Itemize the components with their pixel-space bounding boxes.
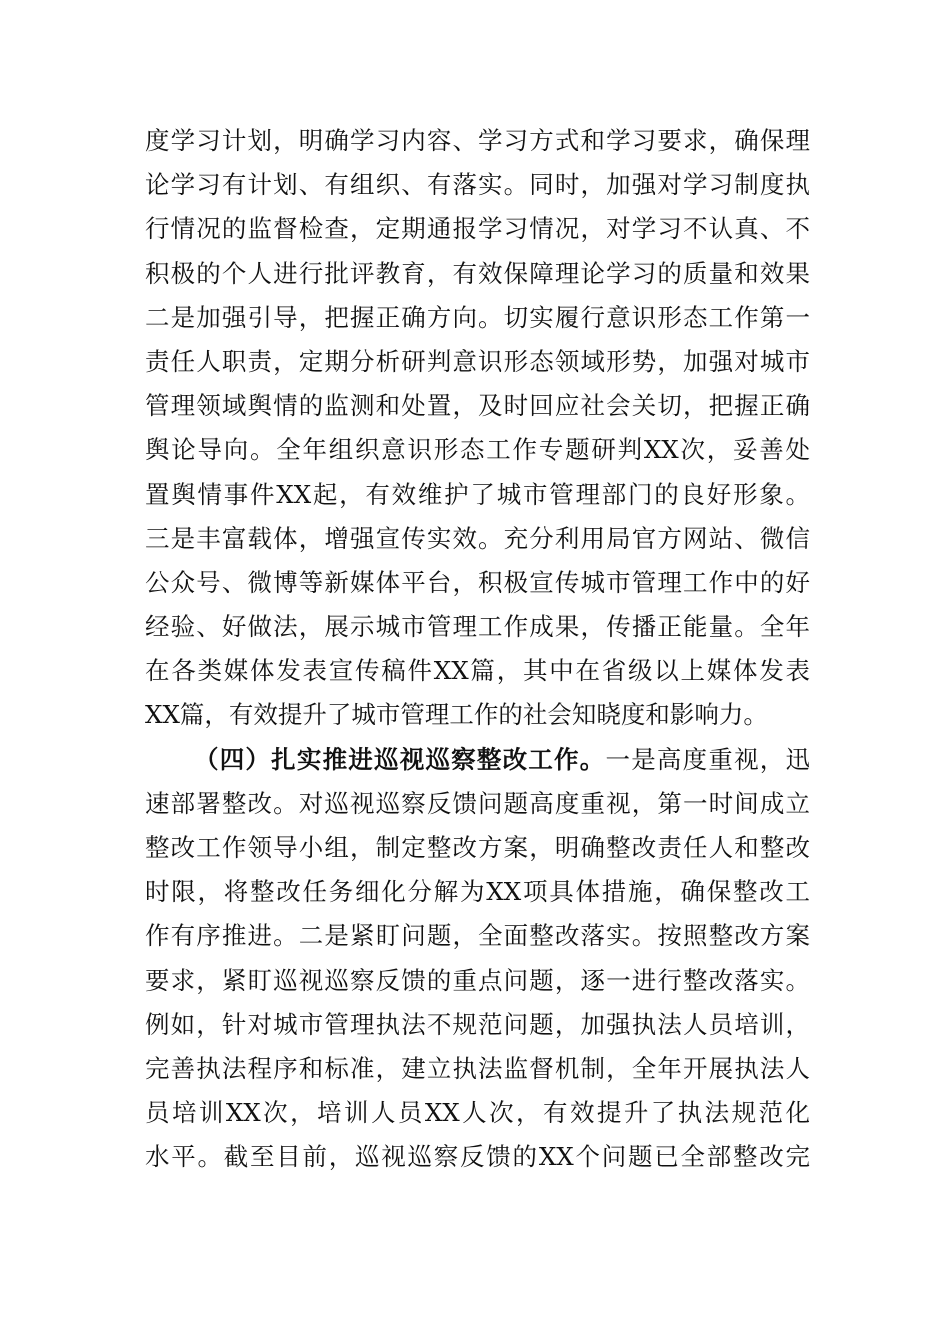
text-line: XX篇，有效提升了城市管理工作的社会知晓度和影响力。: [145, 700, 768, 730]
text-line: 整改工作领导小组，制定整改方案，明确整改责任人和整改: [145, 833, 810, 862]
text-line: 完善执法程序和标准，建立执法监督机制，全年开展执法人: [145, 1053, 810, 1083]
section-heading: （四）扎实推进巡视巡察整改工作。: [194, 744, 606, 774]
text-line: 积极的个人进行批评教育，有效保障理论学习的质量和效果: [145, 258, 810, 288]
text-line: 经验、好做法，展示城市管理工作成果，传播正能量。全年: [145, 612, 810, 642]
text-line: 二是加强引导，把握正确方向。切实履行意识形态工作第一: [145, 302, 810, 332]
text-line: 作有序推进。二是紧盯问题，全面整改落实。按照整改方案: [145, 921, 810, 951]
text-line: 行情况的监督检查，定期通报学习情况，对学习不认真、不: [145, 214, 810, 244]
text-line: 度学习计划，明确学习内容、学习方式和学习要求，确保理: [145, 126, 810, 155]
body-text: [145, 119, 810, 1180]
text-line: 水平。截至目前，巡视巡察反馈的XX个问题已全部整改完: [145, 1142, 810, 1172]
text-line: 责任人职责，定期分析研判意识形态领域形势，加强对城市: [145, 346, 810, 376]
text-line: 置舆情事件XX起，有效维护了城市管理部门的良好形象。: [145, 479, 810, 509]
text-line: 时限，将整改任务细化分解为XX项具体措施，确保整改工: [145, 877, 810, 907]
text-line: 要求，紧盯巡视巡察反馈的重点问题，逐一进行整改落实。: [145, 965, 810, 995]
text-line: 在各类媒体发表宣传稿件XX篇，其中在省级以上媒体发表: [145, 656, 810, 686]
text-line: 论学习有计划、有组织、有落实。同时，加强对学习制度执: [145, 170, 810, 200]
text-line: 三是丰富载体，增强宣传实效。充分利用局官方网站、微信: [145, 523, 810, 553]
text-line: 公众号、微博等新媒体平台，积极宣传城市管理工作中的好: [145, 567, 810, 597]
text-line: 速部署整改。对巡视巡察反馈问题高度重视，第一时间成立: [145, 788, 810, 818]
text-line: 管理领域舆情的监测和处置，及时回应社会关切，把握正确: [145, 391, 810, 421]
section-heading-line: [145, 738, 810, 782]
text-line: 例如，针对城市管理执法不规范问题，加强执法人员培训，: [145, 1009, 810, 1039]
section-heading-continuation: 一是高度重视，迅: [605, 744, 810, 774]
text-line: 员培训XX次，培训人员XX人次，有效提升了执法规范化: [145, 1098, 810, 1128]
text-line: 舆论导向。全年组织意识形态工作专题研判XX次，妥善处: [145, 435, 810, 465]
